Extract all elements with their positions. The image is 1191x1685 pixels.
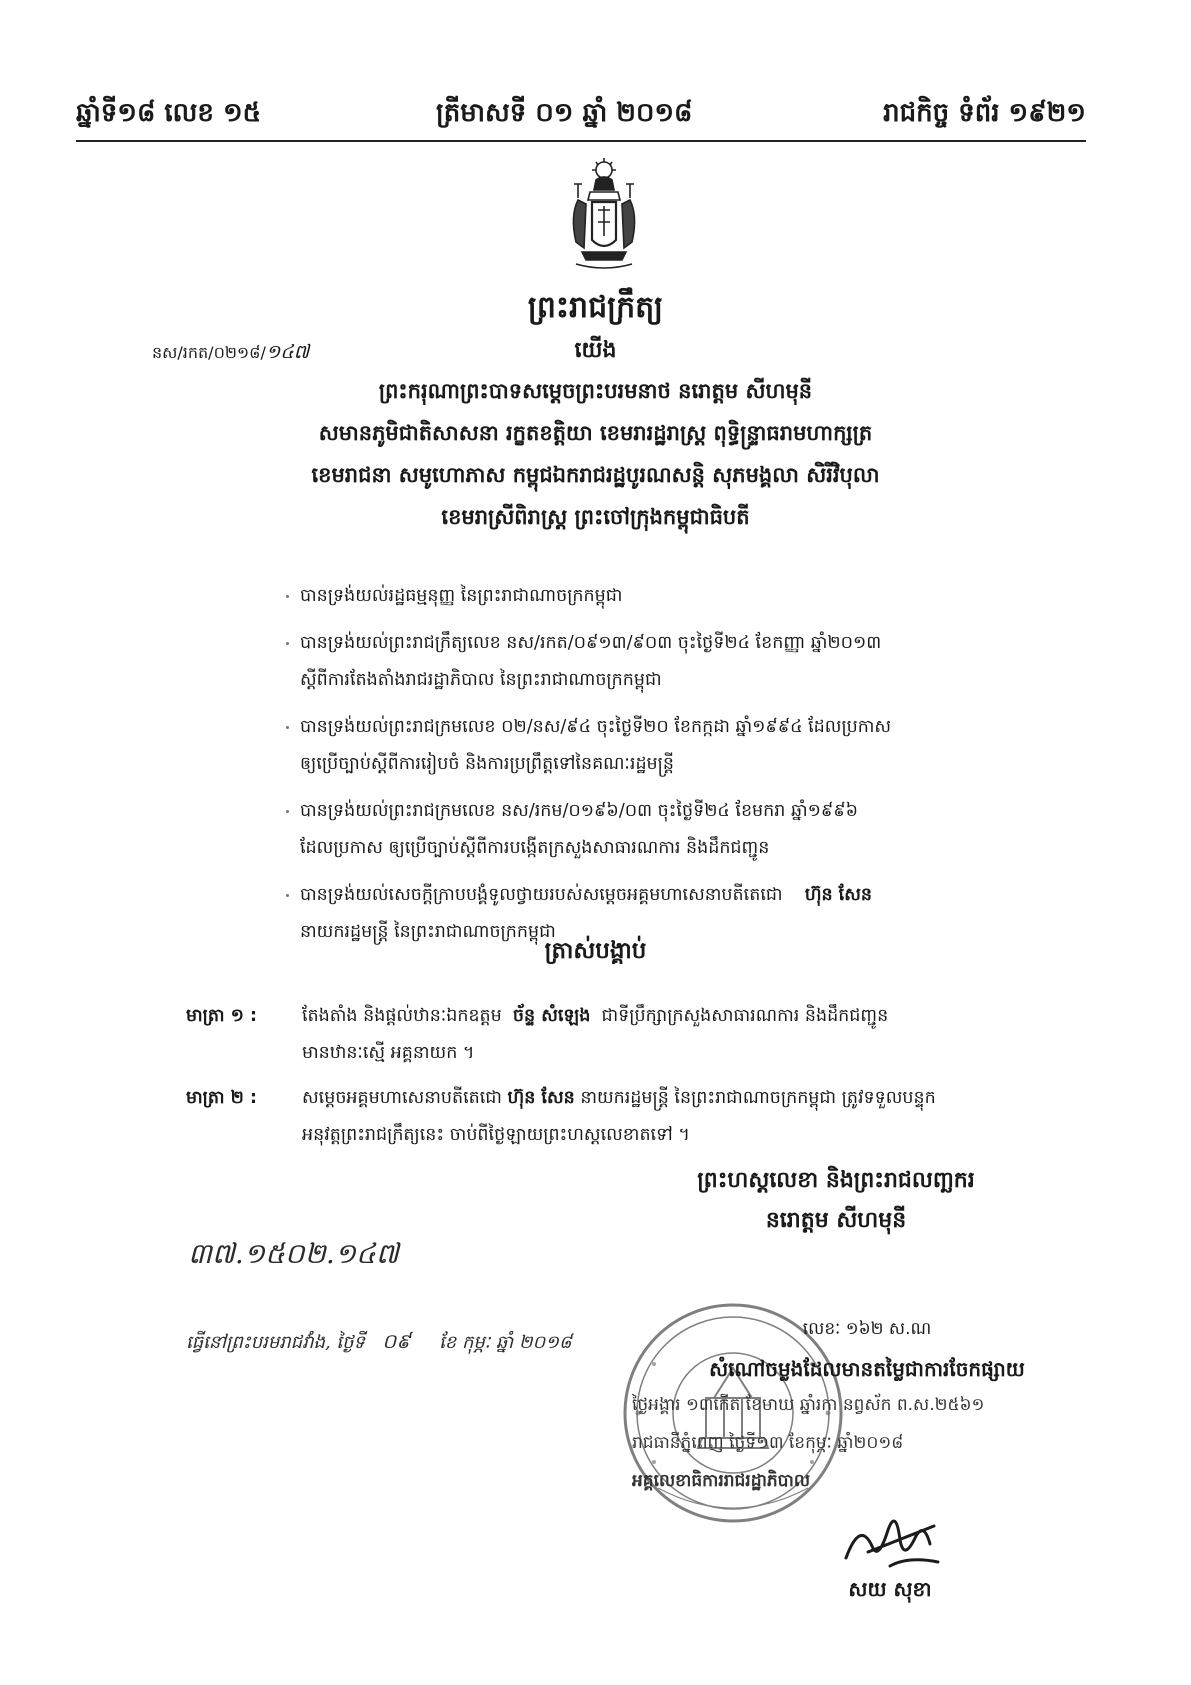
reference-printed: នស/រកត/០២១៨/ (152, 343, 266, 362)
gazette-quarter: ត្រីមាសទី ០១ ឆ្នាំ ២០១៨ (436, 98, 693, 128)
preamble-item (300, 625, 1070, 699)
signature-title-line-2: នរោត្តម សីហមុនី (765, 1207, 907, 1233)
done-at-month: ខែ កុម្ភៈ ឆ្នាំ ២០១៨ (439, 1332, 572, 1353)
preamble-line: បានទ្រង់យល់ព្រះរាជក្រឹត្យលេខ នស/រកត/០៩១៣/៩០៣ ចុះថ្ងៃទី២៤ ខែកញ្ញា ឆ្នាំ២០១៣ (300, 633, 882, 653)
signature-title (596, 1160, 1076, 1240)
article-line (302, 1080, 1066, 1117)
article-1 (186, 998, 1066, 1072)
preamble-text: បានទ្រង់យល់សេចក្តីក្រាបបង្គំទូលថ្វាយរបស់សម្តេចអគ្គមហាសេនាបតីតេជោ (300, 885, 783, 905)
done-at-label: ធ្វើនៅព្រះបរមរាជវាំង, ថ្ងៃទី (186, 1332, 365, 1353)
article-body (302, 1080, 1066, 1154)
prime-minister-name: ហ៊ុន សែន (507, 1088, 575, 1108)
certification-number: លេខៈ ១៦២ ស.ណ (802, 1319, 932, 1339)
article-2 (186, 1080, 1066, 1154)
king-title-line-1: ព្រះករុណាព្រះបាទសម្តេចព្រះបរមនាថ នរោត្តម សីហមុនី (378, 378, 813, 403)
decree-title: ព្រះរាជក្រឹត្យ (527, 290, 664, 325)
handwritten-signature-icon (838, 1500, 948, 1580)
handwritten-code: ៣៧.១៥០២.១៤៧ (188, 1237, 399, 1270)
preamble-list (300, 578, 1070, 961)
appointee-name: ច័ន្ទ សំឡេង (512, 1006, 591, 1026)
preamble-line: បានទ្រង់យល់ព្រះរាជក្រមលេខ នស/រកម/០១៩៦/០៣ ចុះថ្ងៃទី២៤ ខែមករា ឆ្នាំ១៩៩៦ (300, 801, 859, 821)
preamble-line (300, 877, 1070, 914)
king-title-line-2: សមានភូមិជាតិសាសនា រក្ខតខត្តិយា ខេមរារដ្ឋរាស្ត្រ ពុទ្ធិន្ទ្រាធរាមហាក្សត្រ (318, 420, 873, 445)
article-text: សម្តេចអគ្គមហាសេនាបតីតេជោ (302, 1088, 502, 1108)
done-at-line (186, 1328, 572, 1358)
preamble-line: នាយករដ្ឋមន្ត្រី នៃព្រះរាជាណាចក្រកម្ពុជា (300, 922, 556, 942)
article-label: មាត្រា ១ : (186, 1006, 257, 1026)
article-line: មានឋានៈស្មើ អគ្គនាយក ។ (302, 1043, 475, 1063)
certification-office: អគ្គលេខាធិការរាជរដ្ឋាភិបាល (632, 1471, 811, 1491)
preamble-line: ដែលប្រកាស ឲ្យប្រើច្បាប់ស្តីពីការបង្កើតក្រសួងសាធារណការ និងដឹកជញ្ជូន (300, 838, 770, 858)
article-label: មាត្រា ២ : (186, 1088, 257, 1108)
article-text: ជាទីប្រឹក្សាក្រសួងសាធារណការ និងដឹកជញ្ជូន (601, 1006, 889, 1026)
royal-arms-emblem-icon (556, 156, 652, 274)
prime-minister-name: ហ៊ុន សែន (804, 885, 873, 905)
certification-title: សំណៅចម្លងដែលមានតម្លៃជាការចែកផ្សាយ (709, 1357, 1025, 1381)
article-line: អនុវត្តព្រះរាជក្រឹត្យនេះ ចាប់ពីថ្ងៃឡាយព្រះហស្តលេខាតទៅ ។ (302, 1125, 690, 1145)
preamble-line: ស្តីពីការតែងតាំងរាជរដ្ឋាភិបាល នៃព្រះរាជាណាចក្រកម្ពុជា (300, 670, 662, 690)
king-title-line-3: ខេមរាជនា សមូហោភាស កម្ពុជឯករាជរដ្ឋបូរណសន្តិ សុភមង្គលា សិរីវិបុលា (311, 462, 880, 487)
done-at-day: ០៩ (382, 1329, 411, 1353)
preamble-item (300, 793, 1070, 867)
preamble-item (300, 578, 1070, 615)
article-line (302, 998, 1066, 1035)
certification-signer: សយ សុខា (848, 1577, 932, 1601)
preamble-item (300, 709, 1070, 783)
article-text: នាយករដ្ឋមន្ត្រី នៃព្រះរាជាណាចក្រកម្ពុជា ត្រូវទទួលបន្ទុក (580, 1088, 936, 1108)
king-title-line-4: ខេមរាស្រីពិរាស្ត្រ ព្រះចៅក្រុងកម្ពុជាធិបតី (441, 504, 750, 529)
order-heading: ត្រាស់បង្គាប់ (544, 937, 647, 964)
certification-lunar-date: ថ្ងៃអង្គារ ១៣កើត ខែមាឃ ឆ្នាំរកា នព្វស័ក ព.ស.២៥៦១ (632, 1395, 985, 1415)
gazette-page-label: រាជកិច្ច ទំព័រ (883, 98, 1000, 128)
preamble-line: ឲ្យប្រើច្បាប់ស្តីពីការរៀបចំ និងការប្រព្រឹត្តទៅនៃគណៈរដ្ឋមន្ត្រី (300, 754, 674, 774)
preamble-line: បានទ្រង់យល់រដ្ឋធម្មនុញ្ញ នៃព្រះរាជាណាចក្រកម្ពុជា (300, 586, 623, 606)
running-header (76, 96, 1086, 142)
certification-place-date: រាជធានីភ្នំពេញ ថ្ងៃទី១៣ ខែកុម្ភៈ ឆ្នាំ២០១៨ (632, 1433, 904, 1453)
we-heading: យើង (574, 337, 617, 363)
article-body (302, 998, 1066, 1072)
signature-title-line-1: ព្រះហស្តលេខា និងព្រះរាជលញ្ឆករ (697, 1167, 975, 1193)
gazette-year-issue: ឆ្នាំទី១៨ លេខ ១៥ (76, 98, 262, 128)
article-text: តែងតាំង និងផ្តល់ឋានៈឯកឧត្តម (302, 1006, 502, 1026)
reference-handwritten: ១៤៧ (265, 341, 310, 363)
gazette-page (883, 96, 1086, 134)
gazette-page-number: ១៩២១ (1008, 98, 1086, 128)
preamble-line: បានទ្រង់យល់ព្រះរាជក្រមលេខ ០២/នស/៩៤ ចុះថ្ងៃទី២០ ខែកក្កដា ឆ្នាំ១៩៩៤ ដែលប្រកាស (300, 717, 892, 737)
